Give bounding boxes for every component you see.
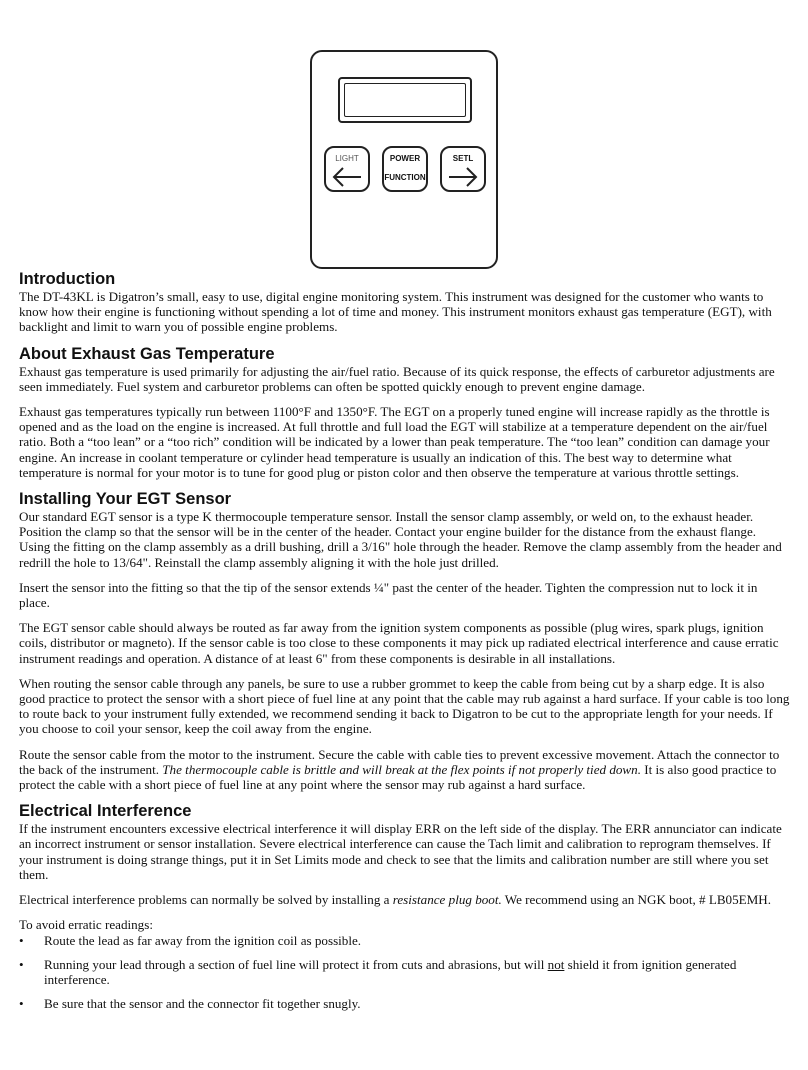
setl-button-label: SETL bbox=[452, 154, 474, 163]
about-egt-paragraph-2: Exhaust gas temperatures typically run between 1100°F and 1350°F. The EGT on a properly tuned engine will increase rapidly as the throttle is opened and as the load on the engine is increased. At full throttle and full load the EGT will stabilize at a temperature dependent on the air/fuel ratio. Both a “too lean” or a “too rich” condition will be indicated by a lower than peak temperature. The “too lean” condition can damage your engine. An increase in coolant temperature or cylinder head temperature is usually an indication of this. The best way to determine what temperature is normal for your motor is to tune for good plug or piston color and then observe the temperature at various throttle settings. bbox=[19, 404, 770, 480]
installing-paragraph-1: Our standard EGT sensor is a type K thermocouple temperature sensor. Install the sensor clamp assembly, or weld on, to the exhaust header. Position the clamp so that the sensor will be in the center of the header. Contact your engine builder for the distance from the exhaust flange. Using the fitting on the clamp assembly as a drill bushing, drill a 3/16" hole through the header. Remove the clamp assembly from the header and redrill the hole to 13/64". Reinstall the clamp assembly aligning it with the hole just drilled. bbox=[19, 509, 782, 570]
heading-introduction: Introduction bbox=[19, 270, 116, 288]
function-button-label: FUNCTION bbox=[384, 173, 426, 182]
installing-paragraph-3: The EGT sensor cable should always be routed as far away from the ignition system components as possible (plug wires, spark plugs, ignition coils, distributor or magneto). If the sensor cable is too close to these components it may pick up radiated electrical interference and cause erratic instrument readings and operation. A distance of at least 6" from these components is desirable in all installations. bbox=[19, 620, 779, 666]
interference-p2-italic: resistance plug boot. bbox=[392, 892, 502, 908]
bullet-icon: • bbox=[19, 956, 24, 972]
interference-paragraph-2 bbox=[19, 892, 790, 907]
interference-p2-text-a: Electrical interference problems can normally be solved by installing a bbox=[19, 892, 393, 908]
bullet-icon: • bbox=[19, 996, 24, 1012]
lcd-display-window bbox=[344, 83, 466, 117]
list-item bbox=[19, 933, 790, 948]
installing-paragraph-2: Insert the sensor into the fitting so that the tip of the sensor extends ¼" past the center of the header. Tighten the compression nut to lock it in place. bbox=[19, 579, 758, 611]
instrument-illustration bbox=[310, 50, 498, 269]
installing-paragraph-4: When routing the sensor cable through any panels, be sure to use a rubber grommet to keep the cable from being cut by a sharp edge. It is also good practice to protect the sensor with a short piece of fuel line at any point that the cable may rub against a hard surface. If your cable is too long to route back to your instrument fully extended, we recommend sending it back to Digatron to be cut to the appropriate length for your needs. If you choose to coil your sensor, keep the coil away from the engine. bbox=[19, 675, 790, 737]
installing-p5-text-a: Route the sensor cable from the motor to the instrument. Secure the cable with cable ties to prevent excessive movement. Attach the connector to the back of the instrument. bbox=[19, 746, 780, 777]
erratic-readings-list bbox=[19, 933, 790, 1012]
installing-p5-text-b: It is also good practice to protect the cable with a short piece of fuel line at any point where the sensor may rub against a hard surface. bbox=[19, 761, 777, 793]
list-item-text-b: shield it from ignition generated interference. bbox=[44, 956, 737, 987]
about-egt-paragraph-1: Exhaust gas temperature is used primarily for adjusting the air/fuel ratio. Because of its quick response, the effects of carburetor adjustments are seen immediately. Fuel system and carburetor problems can often be spotted quickly enough to prevent engine damage. bbox=[19, 363, 775, 394]
light-button-label: LIGHT bbox=[335, 154, 359, 163]
heading-installing: Installing Your EGT Sensor bbox=[19, 490, 232, 509]
lcd-display bbox=[338, 77, 472, 123]
arrow-left-icon bbox=[331, 166, 363, 188]
interference-paragraph-1: If the instrument encounters excessive electrical interference it will display ERR on the left side of the display. The ERR annunciator can indicate an incorrect instrument or sensor installation. Severe electrical interference can cause the Tach limit and calibration to reprogram themselves. If your instrument is doing strange things, put it in Set Limits mode and check to see that the limits and calibration number are still where you set them. bbox=[19, 821, 782, 882]
setl-button[interactable] bbox=[440, 146, 486, 192]
power-button-label: POWER bbox=[389, 154, 421, 163]
interference-paragraph-3: To avoid erratic readings: bbox=[19, 917, 153, 933]
list-item bbox=[19, 996, 790, 1011]
light-button[interactable] bbox=[324, 146, 370, 192]
arrow-right-icon bbox=[447, 166, 479, 188]
installing-paragraph-5 bbox=[19, 747, 790, 793]
document-body bbox=[19, 270, 790, 1020]
power-function-button[interactable] bbox=[382, 146, 428, 192]
heading-interference: Electrical Interference bbox=[19, 802, 192, 821]
list-item bbox=[19, 957, 790, 987]
heading-about-egt: About Exhaust Gas Temperature bbox=[19, 344, 275, 363]
list-item-text: Route the lead as far away from the ignition coil as possible. bbox=[44, 932, 362, 948]
bullet-icon: • bbox=[19, 932, 24, 948]
interference-p2-text-b: We recommend using an NGK boot, # LB05EMH. bbox=[501, 892, 772, 908]
list-item-underline: not bbox=[547, 956, 565, 972]
intro-paragraph: The DT-43KL is Digatron’s small, easy to use, digital engine monitoring system. This instrument was designed for the customer who wants to know how their engine is functioning without spending a lot of time and money. This instrument monitors exhaust gas temperature (EGT), with backlight and limit to warn you of possible engine problems. bbox=[19, 289, 772, 335]
list-item-text-a: Running your lead through a section of fuel line will protect it from cuts and abrasions, but will bbox=[44, 956, 548, 972]
installing-p5-italic: The thermocouple cable is brittle and will break at the flex points if not properly tied down. bbox=[162, 761, 641, 777]
list-item-text: Be sure that the sensor and the connector fit together snugly. bbox=[44, 996, 361, 1012]
